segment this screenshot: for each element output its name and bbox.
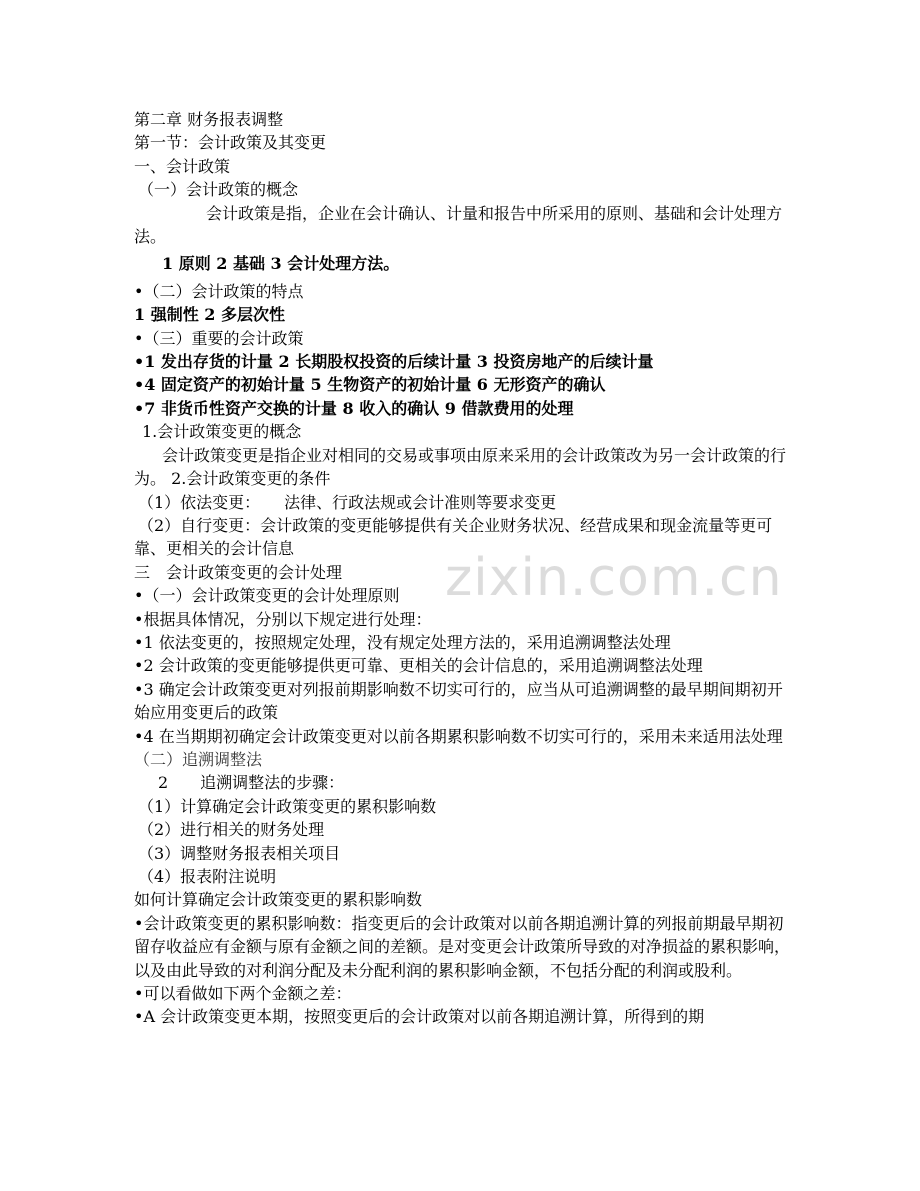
paragraph-amount-a: •A 会计政策变更本期，按照变更后的会计政策对以前各期追溯计算，所得到的期 — [134, 1007, 705, 1027]
paragraph-change-definition: 会计政策变更是指企业对相同的交易或事项由原来采用的会计政策改为另一会计政策的行为。 2.会计政策变更的条件 — [134, 445, 787, 489]
subheading-features: •（二）会计政策的特点 — [134, 281, 304, 301]
list-principles: 1 原则 2 基础 3 会计处理方法。 — [162, 254, 400, 274]
subheading-important-policies: •（三）重要的会计政策 — [134, 328, 304, 348]
step-1: （1）计算确定会计政策变更的累积影响数 — [138, 796, 437, 816]
list-features: 1 强制性 2 多层次性 — [134, 305, 285, 325]
heading-cumulative-effect: 如何计算确定会计政策变更的累积影响数 — [134, 890, 423, 910]
subheading-retrospective: （二）追溯调整法 — [134, 749, 263, 769]
list-item-rule-3: •3 确定会计政策变更对列报前期影响数不切实可行的，应当从可追溯调整的最早期间期初开始应用变更后的政策 — [134, 679, 783, 723]
step-3: （3）调整财务报表相关项目 — [138, 843, 341, 863]
step-2: （2）进行相关的财务处理 — [138, 820, 325, 840]
subheading-change-concept: 1.会计政策变更的概念 — [142, 422, 302, 442]
chapter-title: 第二章 财务报表调整 — [134, 110, 284, 129]
list-item-rule-4: •4 在当期期初确定会计政策变更对以前各期累积影响数不切实可行的，采用未来适用法处理 — [134, 726, 783, 746]
list-item-rule-2: •2 会计政策的变更能够提供更可靠、更相关的会计信息的，采用追溯调整法处理 — [134, 656, 703, 676]
list-item-voluntary-change: （2）自行变更：会计政策的变更能够提供有关企业财务状况、经营成果和现金流量等更可靠、更相关的会计信息 — [134, 515, 773, 559]
subheading-principles: •（一）会计政策变更的会计处理原则 — [134, 586, 400, 606]
list-item-legal-change: （1）依法变更： 法律、行政法规或会计准则等要求变更 — [138, 492, 557, 512]
heading-accounting-policy: 一、会计政策 — [134, 156, 231, 176]
paragraph-definition: 会计政策是指，企业在会计确认、计量和报告中所采用的原则、基础和会计处理方法。 — [134, 203, 783, 247]
heading-change-accounting: 三 会计政策变更的会计处理 — [134, 562, 343, 582]
subheading-concept: （一）会计政策的概念 — [138, 180, 299, 200]
list-item-policies-2: •4 固定资产的初始计量 5 生物资产的初始计量 6 无形资产的确认 — [134, 375, 606, 395]
list-item-policies-3: •7 非货币性资产交换的计量 8 收入的确认 9 借款费用的处理 — [134, 398, 574, 418]
step-4: （4）报表附注说明 — [138, 867, 277, 886]
document-page — [134, 108, 794, 1029]
list-item-rule-1: •1 依法变更的，按照规定处理，没有规定处理方法的，采用追溯调整法处理 — [134, 632, 671, 652]
watermark: zixin.com.cn — [445, 548, 783, 608]
paragraph-cumulative-effect: •会计政策变更的累积影响数：指变更后的会计政策对以前各期追溯计算的列报前期最早期初留存收益应有金额与原有金额之间的差额。是对变更会计政策所导致的对净损益的累积影响，以及由此导致的对利润分配及未分配利润的累积影响金额，不包括分配的利润或股利。 — [134, 913, 791, 980]
paragraph-by-situation: •根据具体情况，分别以下规定进行处理： — [134, 609, 432, 629]
heading-steps: 2 追溯调整法的步骤： — [158, 773, 345, 793]
list-item-policies-1: •1 发出存货的计量 2 长期股权投资的后续计量 3 投资房地产的后续计量 — [134, 352, 654, 372]
section-title: 第一节：会计政策及其变更 — [134, 133, 327, 153]
paragraph-two-amounts: •可以看做如下两个金额之差： — [134, 984, 352, 1004]
